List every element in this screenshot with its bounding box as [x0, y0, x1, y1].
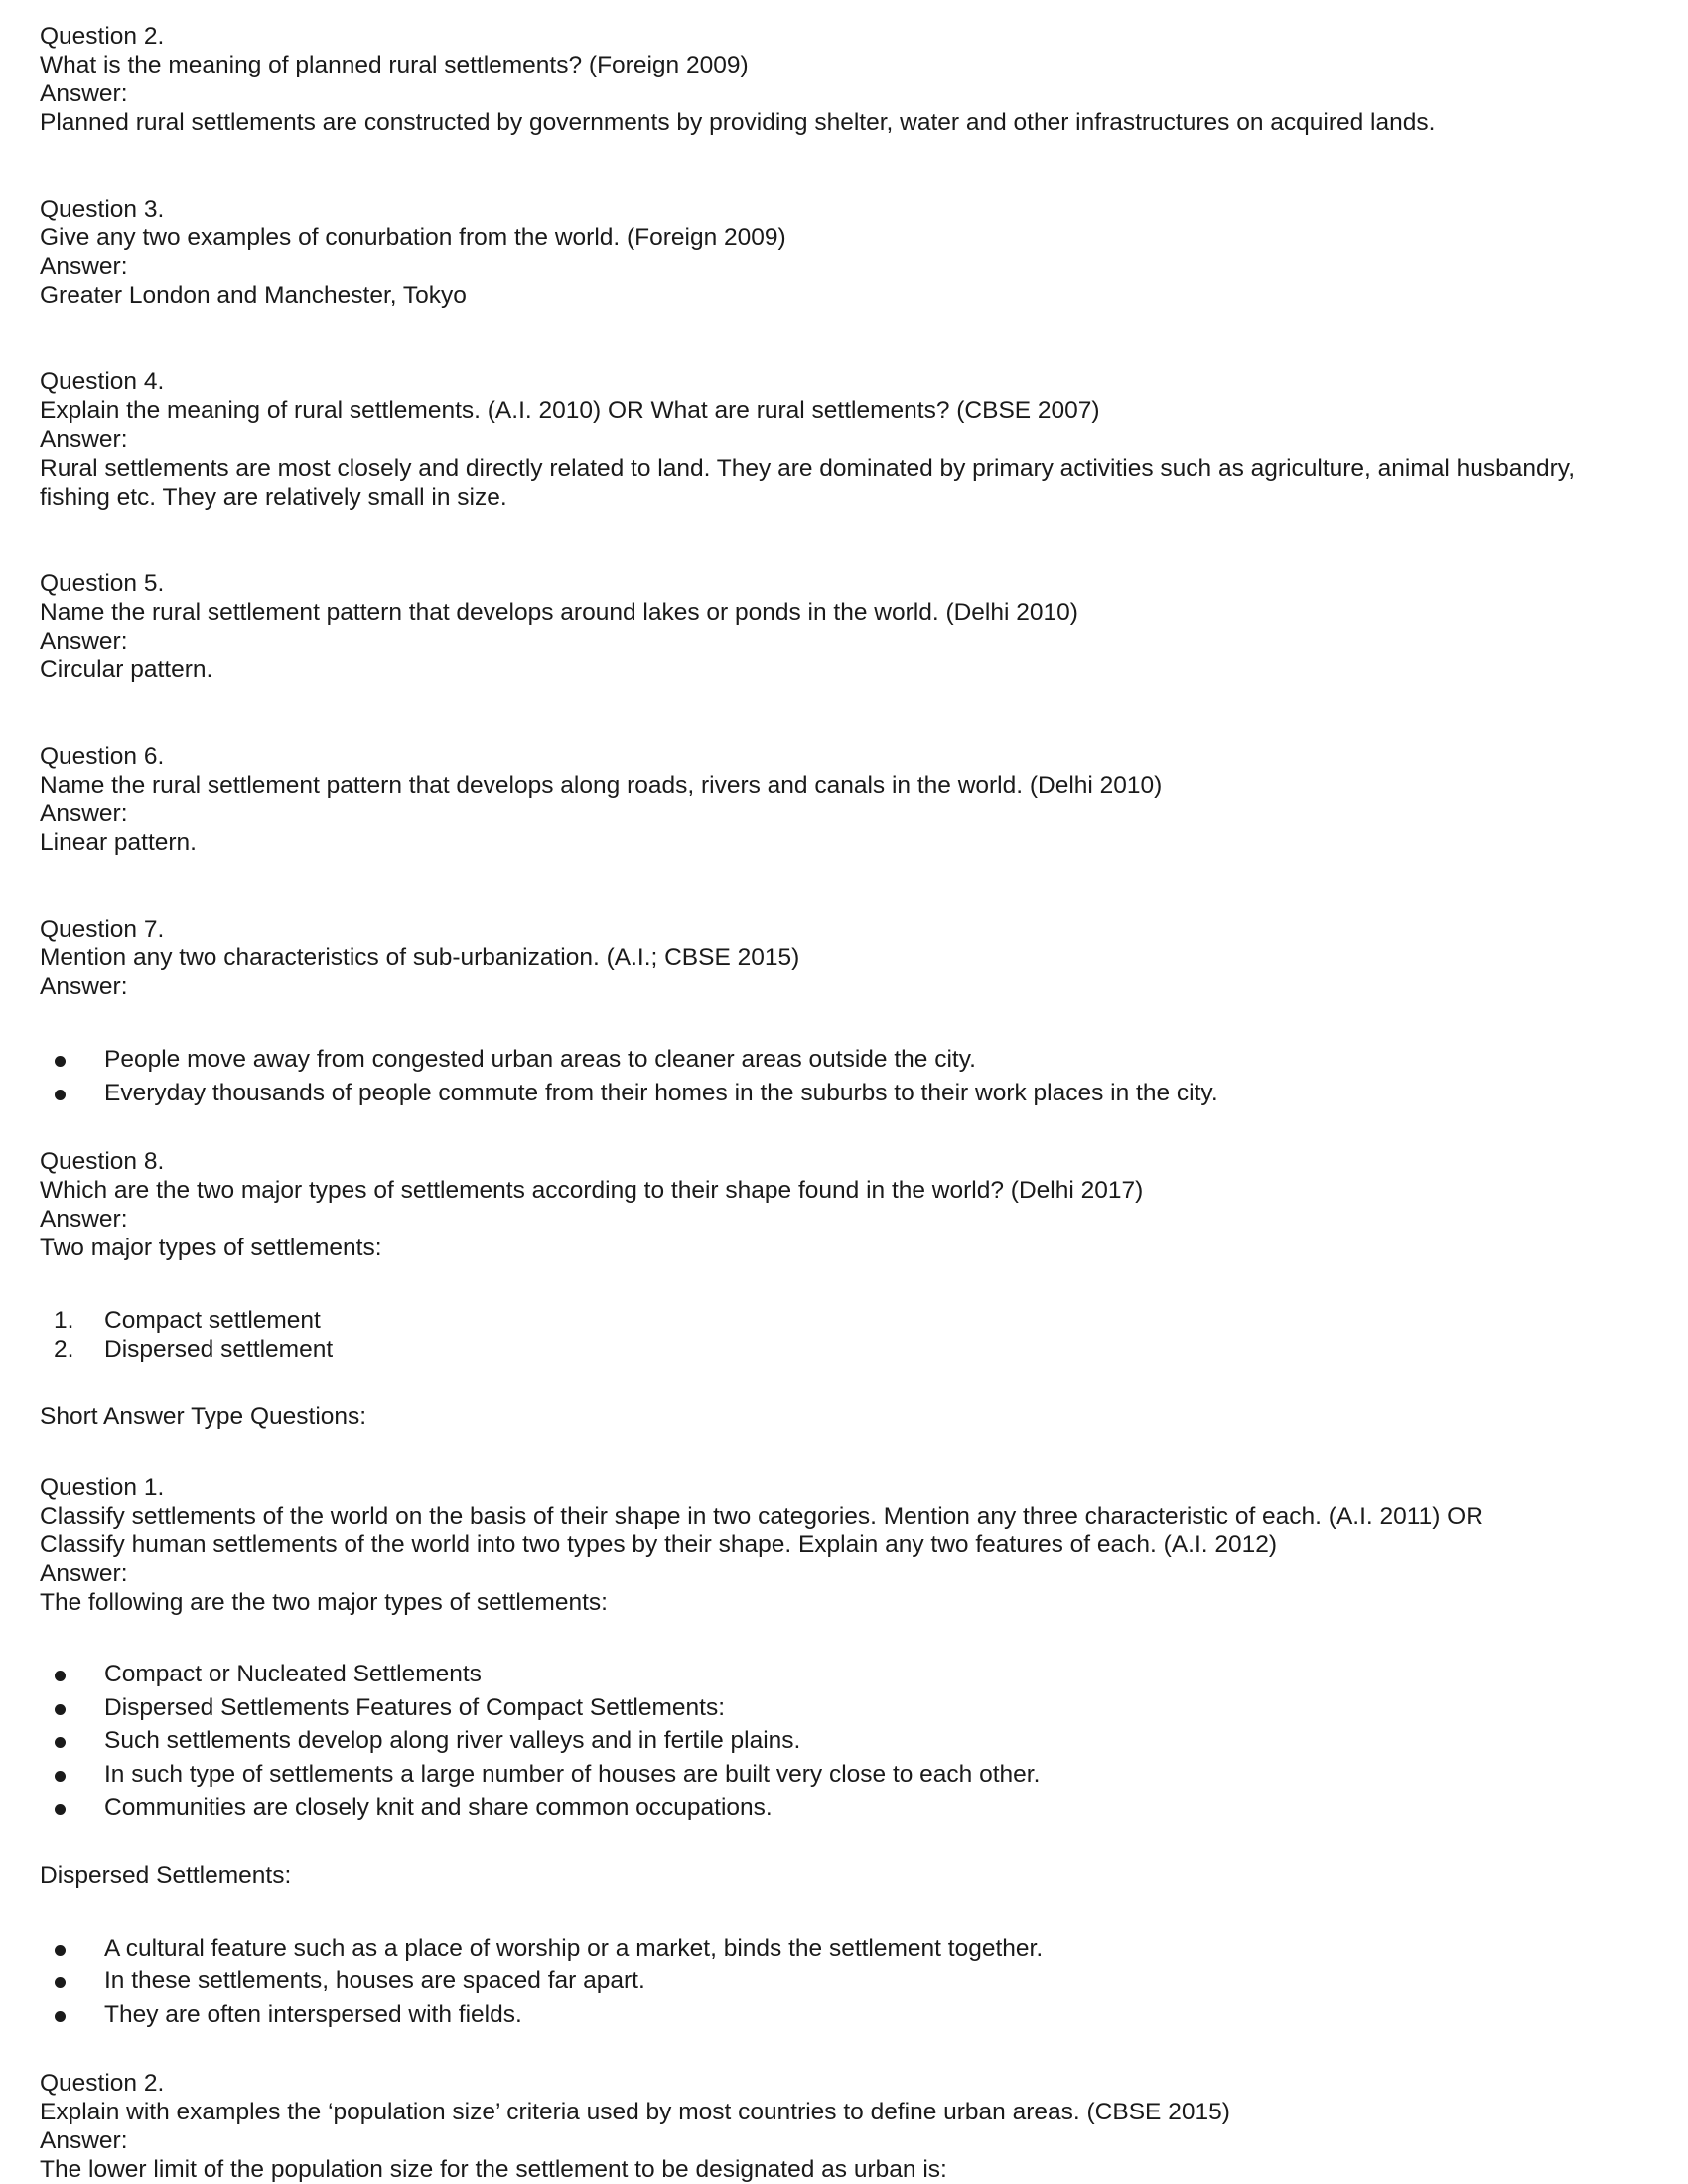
question-text-line-2: Classify human settlements of the world into two types by their shape. Explain any two features of each. (A.I. 2012): [40, 1531, 1278, 1558]
list-item: People move away from congested urban areas to cleaner areas outside the city.: [40, 1043, 1658, 1077]
question-block-7: [40, 915, 1658, 1147]
list-item: [40, 1335, 1658, 1364]
answer-text: The lower limit of the population size for the settlement to be designated as urban is:: [40, 2156, 947, 2183]
question-title: Question 3.: [40, 196, 165, 222]
question-block-5: [40, 569, 1658, 684]
question-title: Question 2.: [40, 23, 165, 50]
list-number: 1.: [54, 1307, 74, 1334]
answer-text: Circular pattern.: [40, 656, 213, 683]
question-block-8: [40, 1147, 1658, 1402]
numbered-list: [40, 1306, 1658, 1364]
answer-text: Planned rural settlements are constructed by governments by providing shelter, water and other infrastructures on acquired lands.: [40, 109, 1436, 136]
list-item: In such type of settlements a large number of houses are built very close to each other.: [40, 1758, 1658, 1792]
list-item-text: Dispersed settlement: [104, 1336, 334, 1363]
question-block-3: [40, 195, 1658, 310]
question-title: Question 1.: [40, 1474, 165, 1501]
list-item: Such settlements develop along river valleys and in fertile plains.: [40, 1724, 1658, 1758]
bullet-list: [40, 1658, 1658, 1824]
list-item: [40, 1306, 1658, 1335]
list-item: Communities are closely knit and share common occupations.: [40, 1791, 1658, 1824]
question-block-2: [40, 22, 1658, 137]
answer-text-line-2: fishing etc. They are relatively small in size.: [40, 484, 507, 510]
answer-label: Answer:: [40, 1560, 128, 1587]
answer-text: The following are the two major types of settlements:: [40, 1589, 608, 1616]
list-number: 2.: [54, 1336, 74, 1363]
section-heading: Short Answer Type Questions:: [40, 1403, 367, 1430]
question-text: Explain the meaning of rural settlements. (A.I. 2010) OR What are rural settlements? (CBSE 2007): [40, 397, 1100, 424]
question-title: Question 4.: [40, 368, 165, 395]
short-question-block-1: [40, 1473, 1658, 2069]
question-text-line-1: Classify settlements of the world on the basis of their shape in two categories. Mention any three characteristic of each. (A.I. 2011) OR: [40, 1503, 1483, 1529]
question-text: Which are the two major types of settlements according to their shape found in the world? (Delhi 2017): [40, 1177, 1144, 1204]
bullet-list: [40, 1932, 1658, 2032]
answer-label: Answer:: [40, 1206, 128, 1233]
question-text: Name the rural settlement pattern that develops around lakes or ponds in the world. (Delhi 2010): [40, 599, 1078, 626]
document-page: [40, 22, 1658, 2184]
answer-text-line-1: Rural settlements are most closely and directly related to land. They are dominated by primary activities such as agriculture, animal husbandry,: [40, 455, 1576, 482]
list-item: In these settlements, houses are spaced far apart.: [40, 1965, 1658, 1998]
answer-text: Linear pattern.: [40, 829, 197, 856]
list-item: Dispersed Settlements Features of Compact Settlements:: [40, 1691, 1658, 1725]
answer-label: Answer:: [40, 973, 128, 1000]
question-block-4: [40, 367, 1658, 511]
answer-label: Answer:: [40, 628, 128, 655]
question-text: What is the meaning of planned rural settlements? (Foreign 2009): [40, 52, 749, 78]
answer-label: Answer:: [40, 426, 128, 453]
answer-text: Greater London and Manchester, Tokyo: [40, 282, 467, 309]
question-block-6: [40, 742, 1658, 857]
question-title: Question 7.: [40, 916, 165, 943]
subsection-heading: Dispersed Settlements:: [40, 1861, 292, 1889]
list-item: Everyday thousands of people commute from their homes in the suburbs to their work places in the city.: [40, 1077, 1658, 1110]
answer-label: Answer:: [40, 80, 128, 107]
list-item: Compact or Nucleated Settlements: [40, 1658, 1658, 1691]
question-text: Explain with examples the ‘population size’ criteria used by most countries to define urban areas. (CBSE 2015): [40, 2099, 1230, 2125]
list-item: A cultural feature such as a place of worship or a market, binds the settlement together.: [40, 1932, 1658, 1966]
question-text: Mention any two characteristics of sub-urbanization. (A.I.; CBSE 2015): [40, 945, 800, 971]
answer-label: Answer:: [40, 253, 128, 280]
question-title: Question 5.: [40, 570, 165, 597]
question-title: Question 6.: [40, 743, 165, 770]
answer-label: Answer:: [40, 801, 128, 827]
answer-label: Answer:: [40, 2127, 128, 2154]
list-item-text: Compact settlement: [104, 1307, 321, 1334]
bullet-list: [40, 1043, 1658, 1109]
list-item: They are often interspersed with fields.: [40, 1998, 1658, 2032]
question-title: Question 2.: [40, 2070, 165, 2097]
question-text: Give any two examples of conurbation from the world. (Foreign 2009): [40, 224, 786, 251]
short-question-block-2: [40, 2069, 1658, 2184]
answer-text: Two major types of settlements:: [40, 1235, 382, 1261]
question-text: Name the rural settlement pattern that develops along roads, rivers and canals in the world. (Delhi 2010): [40, 772, 1163, 799]
question-title: Question 8.: [40, 1148, 165, 1175]
